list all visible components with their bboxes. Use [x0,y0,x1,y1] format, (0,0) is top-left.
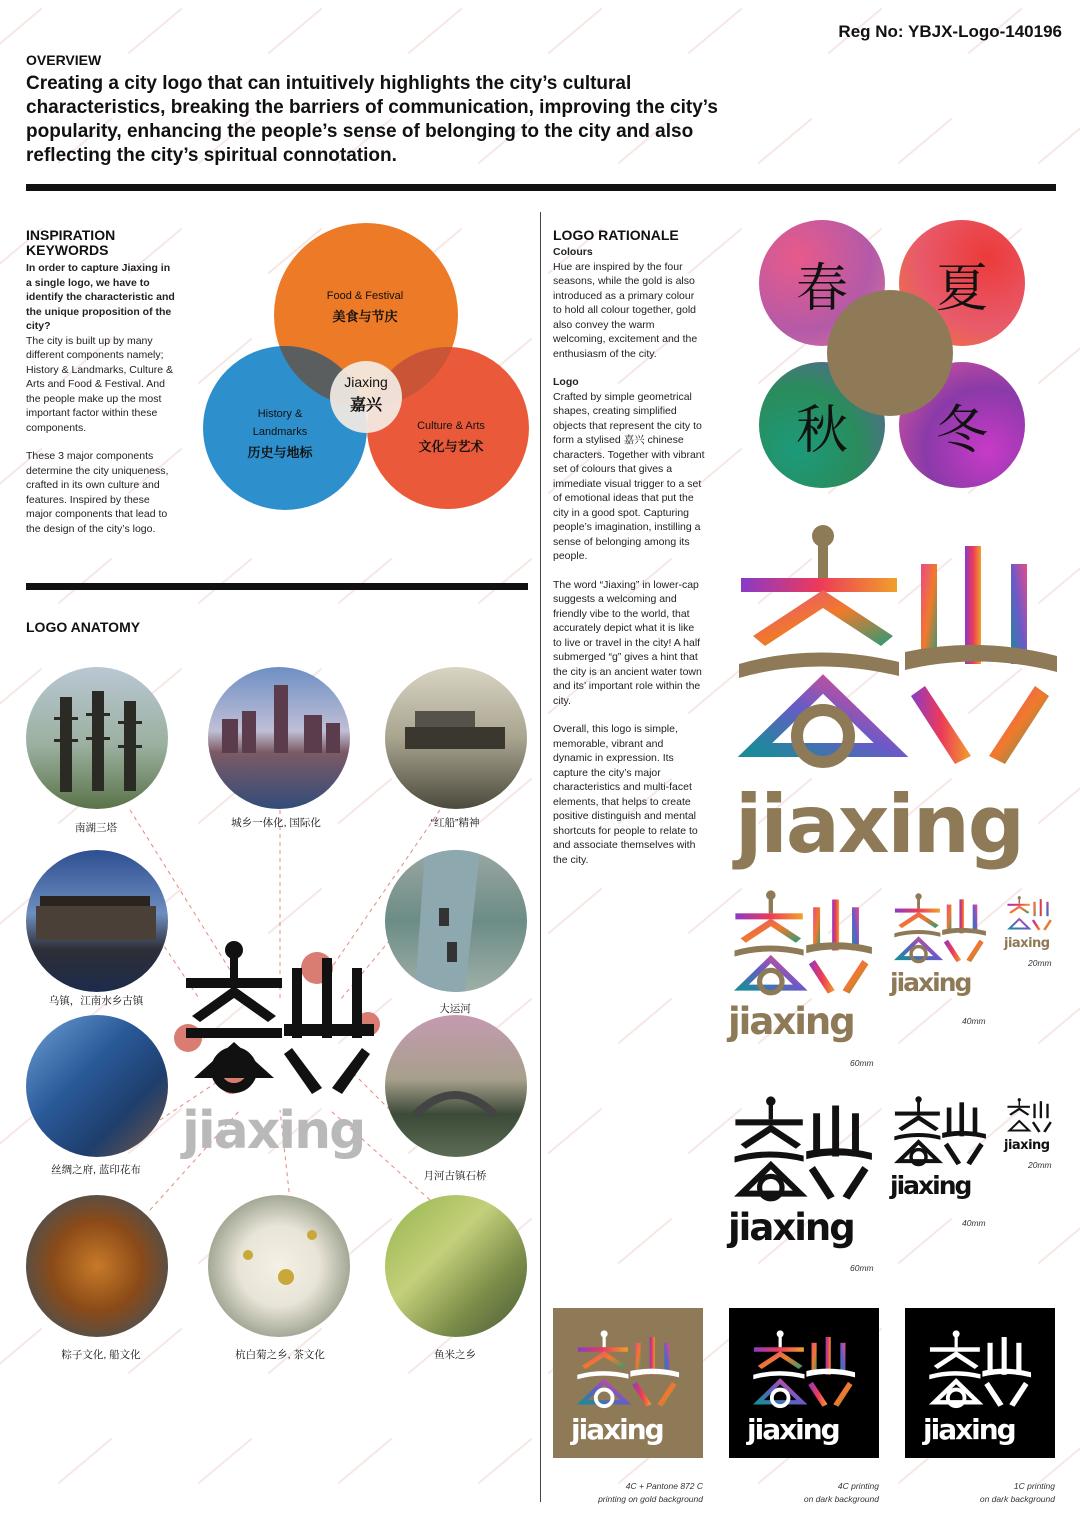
registration-number: Reg No: YBJX-Logo-140196 [838,22,1062,41]
season-spring: 春 [759,220,885,346]
photo-grand-canal [385,850,527,992]
season-gold-center [827,290,953,416]
print-dark-1c-caption-2: on dark background [979,1494,1055,1504]
print-gold-caption [553,1480,703,1506]
watermark-mark [0,8,42,55]
photo-fish-rice [385,1195,527,1337]
logo-color-40mm [890,893,990,996]
caption-fish-rice: 鱼米之乡 [434,1349,476,1361]
print-gold-caption-1: 4C + Pantone 872 C [625,1481,703,1491]
logo-black-40mm-word: jiaxing [890,1171,971,1200]
size-label-black-40: 40mm [962,1218,986,1228]
watermark-mark [548,8,603,55]
watermark-mark [898,118,953,165]
overview-text: Creating a city logo that can intuitively highlights the city’s cultural characteristics, breaking the barriers of communication, improving the city’s popularity, enhancing the people’s sense of belonging to the city and also reflecting the city’s spiritual connotation. [26,73,718,166]
logo-color-60mm [728,890,878,1041]
watermark-mark [618,998,673,1045]
photo-nanhu-pagodas [26,667,168,809]
inspiration-heading-1: INSPIRATION [26,227,116,243]
inspiration-paragraph-2: These 3 major components determine the city uniqueness, crafted in its own culture and features. Inspired by these major components that lead to the design of the city’s logo. [26,450,169,535]
watermark-mark [268,8,323,55]
size-label-color-40: 40mm [962,1016,986,1026]
logo-heading: Logo [553,376,579,388]
venn-center-en: Jiaxing [344,374,388,390]
photo-city-skyline [208,667,350,809]
caption-red-boat: “红船”精神 [430,817,480,829]
venn-history-label [215,408,345,461]
watermark-mark [1038,998,1080,1045]
caption-silk: 丝绸之府, 蓝印花布 [51,1164,141,1176]
print-dark-1c-caption [905,1480,1055,1506]
logo-text: Crafted by simple geometrical shapes, creating simplified objects that represent the city to form a stylised 嘉兴 chinese characters. Together with vibrant set of colours that gives a immediate visual trigger to a set of emotional ideas that put the city in a good spot. Capturing people’s imagination, instilling a sense of belonging among its people. [553,390,705,562]
rationale-section [553,228,705,867]
watermark-mark [478,1438,533,1485]
logo-color-60mm-word: jiaxing [728,1000,854,1043]
watermark-mark [898,1218,953,1265]
overview-heading: OVERVIEW [26,52,102,68]
logo-color-40mm-word: jiaxing [890,968,971,997]
logo-color-20mm-word: jiaxing [1004,936,1050,951]
main-logo [735,524,1060,869]
rationale-heading: LOGO RATIONALE [553,227,679,243]
size-label-black-60: 60mm [850,1263,874,1273]
logo-black-20mm-word: jiaxing [1004,1138,1050,1153]
print-dark-4c-background [729,1308,879,1458]
venn-food-cn: 美食与节庆 [332,309,398,324]
colours-heading: Colours [553,246,593,258]
watermark-mark [548,888,603,935]
main-logo-word: jiaxing [735,778,1024,871]
photo-wuzhen-water-town [26,850,168,992]
venn-food-label [300,290,430,325]
caption-wuzhen: 乌镇，江南水乡古镇 [48,995,144,1007]
print-dark-4c-caption [729,1480,879,1506]
watermark-mark [198,1438,253,1485]
overall-text: Overall, this logo is simple, memorable, vibrant and dynamic in expression. Its capture the city’s major characteristics and multi-facet elements, that helps to create positive distinguish and mental shortcuts for people to relate to and associate themselves with the city. [553,723,698,866]
top-divider [26,184,1056,191]
watermark-mark [1038,1218,1080,1265]
logo-black-60mm [728,1096,878,1247]
watermark-mark [1038,338,1080,385]
caption-bridge: 月河古镇石桥 [423,1170,487,1182]
word-text: The word “Jiaxing” in lower-cap suggests a welcoming and friendly vibe to the world, that accurately depict what it is like to live or travel in the city! A half submerged “g” gives a hint that the city is an ancient water town and its’ important role within the city. [553,578,702,707]
season-summer: 夏 [899,220,1025,346]
column-divider [540,212,541,1502]
print-dark-1c-word: jiaxing [923,1413,1015,1446]
print-dark-1c-background [905,1308,1055,1458]
print-dark-4c-word: jiaxing [747,1413,839,1446]
colours-text: Hue are inspired by the four seasons, while the gold is also introduced as a primary colour to hold all colour together, gold also convey the warm welcoming, excitement and the enthusiasm of the city. [553,260,698,360]
caption-city: 城乡一体化, 国际化 [231,817,321,829]
venn-center-label [301,374,431,415]
print-gold-background [553,1308,703,1458]
caption-canal: 大运河 [439,1003,471,1015]
season-winter: 冬 [899,362,1025,488]
watermark-mark [478,558,533,605]
inspiration-question: In order to capture Jiaxing in a single logo, we have to identify the characteristic and the unique proposition of the city? [26,262,175,332]
watermark-mark [688,8,743,55]
seasons-graphic [755,214,1035,494]
venn-history-en-2: Landmarks [252,426,308,438]
venn-culture-cn: 文化与艺术 [418,439,484,454]
print-dark-1c-caption-1: 1C printing [1013,1481,1055,1491]
watermark-mark [198,558,253,605]
photo-red-boat [385,667,527,809]
inspiration-heading-2: KEYWORDS [26,242,109,258]
season-autumn: 秋 [759,362,885,488]
inspiration-section [26,228,176,536]
photo-zongzi [26,1195,168,1337]
watermark-mark [1038,118,1080,165]
photo-silk-house [26,1015,168,1157]
venn-culture-en: Culture & Arts [417,420,485,432]
size-label-black-20: 20mm [1028,1160,1052,1170]
size-label-color-60: 60mm [850,1058,874,1068]
print-gold-caption-2: printing on gold background [598,1494,703,1504]
watermark-mark [548,1108,603,1155]
watermark-mark [58,1438,113,1485]
photo-chrysanthemum [208,1195,350,1337]
watermark-mark [58,558,113,605]
anatomy-logo-word: jiaxing [182,1101,365,1161]
anatomy-heading: LOGO ANATOMY [26,619,141,635]
watermark-mark [338,1438,393,1485]
size-label-color-20: 20mm [1028,958,1052,968]
watermark-mark [408,8,463,55]
inspiration-paragraph-1: The city is built up by many different components namely; History & Landmarks, Culture & Arts and Food & Festival. And the people make up the most important factor within these components. [26,334,174,434]
watermark-mark [618,1218,673,1265]
watermark-mark [128,8,183,55]
caption-zongzi: 粽子文化, 船文化 [61,1349,141,1361]
venn-history-en-1: History & [257,408,303,420]
venn-center-cn: 嘉兴 [349,397,382,414]
anatomy-logo-glyph [172,938,382,1098]
watermark-mark [898,998,953,1045]
caption-chrysanthemum: 杭白菊之乡, 茶文化 [235,1349,325,1361]
watermark-mark [338,558,393,605]
logo-black-40mm [890,1096,990,1199]
print-dark-4c-caption-2: on dark background [803,1494,879,1504]
watermark-mark [758,118,813,165]
logo-black-60mm-word: jiaxing [728,1206,854,1249]
anatomy-logo [172,938,382,1160]
logo-color-20mm [1004,896,1056,951]
print-dark-4c-caption-1: 4C printing [837,1481,879,1491]
venn-culture-label [386,420,516,455]
caption-nanhu: 南湖三塔 [75,822,117,834]
photo-yuehe-bridge [385,1015,527,1157]
venn-food-en: Food & Festival [326,290,404,302]
print-gold-word: jiaxing [571,1413,663,1446]
middle-divider [26,583,528,590]
logo-black-20mm [1004,1098,1056,1153]
venn-history-cn: 历史与地标 [247,445,313,460]
venn-diagram [196,222,536,552]
main-logo-glyph [735,524,1060,774]
